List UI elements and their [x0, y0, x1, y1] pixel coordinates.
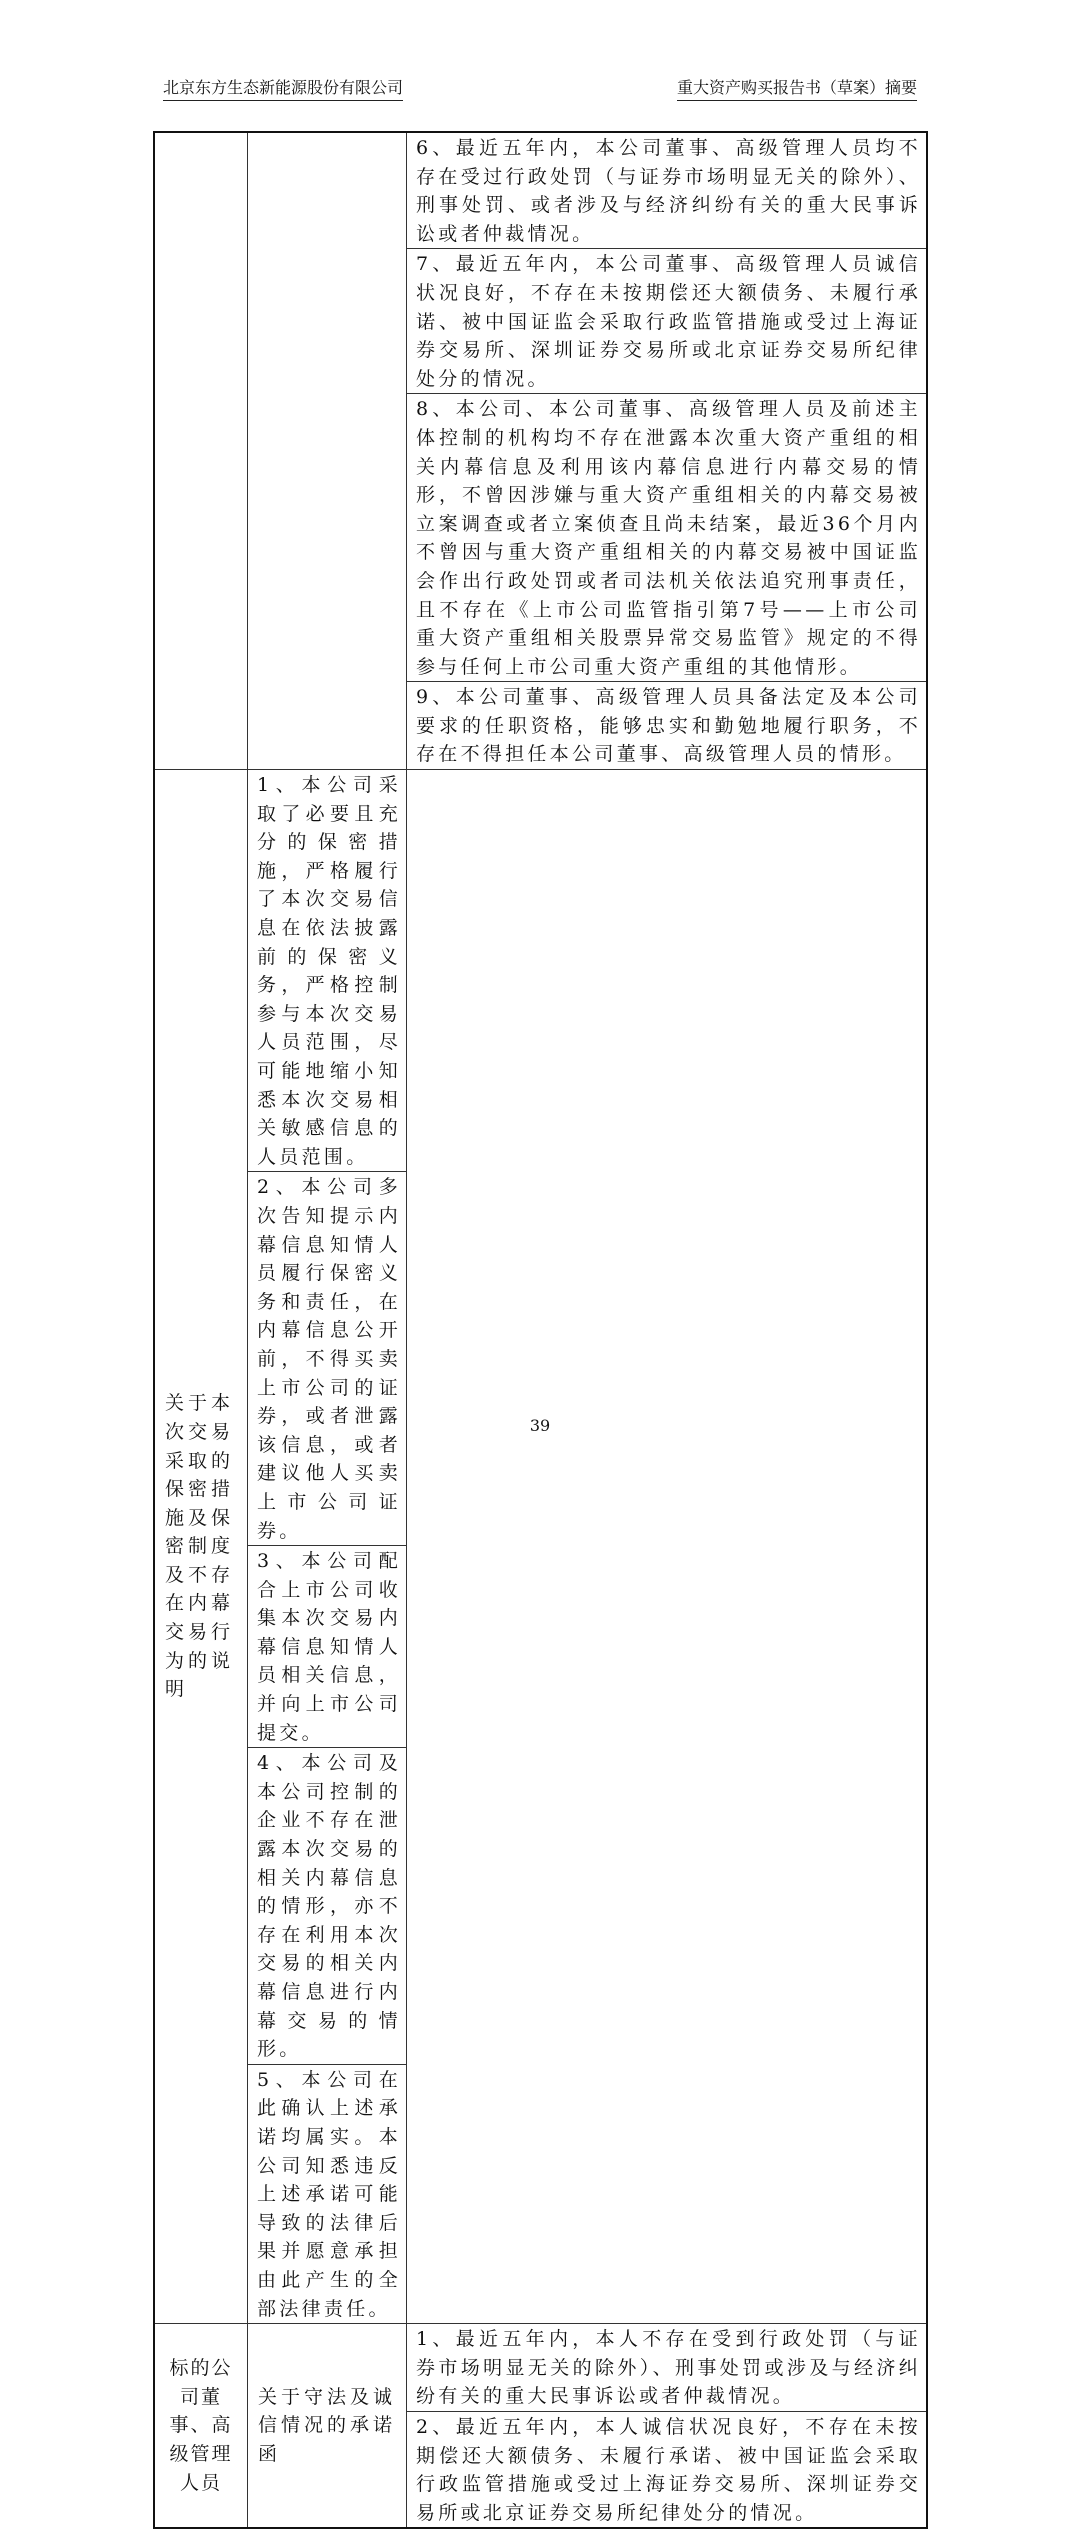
- topic-integrity-letter: 关于守法及诚信情况的承诺函: [248, 2324, 407, 2529]
- topic-confidentiality: 关于本次交易采取的保密措施及保密制度及不存在内幕交易行为的说明: [154, 770, 248, 2324]
- party-target-directors: 标的公司董事、高级管理人员: [154, 2324, 248, 2529]
- commitment-item: 2、最近五年内，本人诚信状况良好，不存在未按期偿还大额债务、未履行承诺、被中国证监会采取行政监管措施或受过上海证券交易所、深圳证券交易所或北京证券交易所纪律处分的情况。: [407, 2411, 928, 2528]
- commitment-item: 5、本公司在此确认上述承诺均属实。本公司知悉违反上述承诺可能导致的法律后果并愿意承担由此产生的全部法律责任。: [248, 2064, 407, 2323]
- commitment-item: 3、本公司配合上市公司收集本次交易内幕信息知情人员相关信息，并向上市公司提交。: [248, 1546, 407, 1748]
- party-cell-empty: [154, 132, 248, 770]
- page-number: 39: [529, 1416, 551, 1435]
- header-doc-title: 重大资产购买报告书（草案）摘要: [677, 78, 917, 101]
- commitment-item: 9、本公司董事、高级管理人员具备法定及本公司要求的任职资格，能够忠实和勤勉地履行职务，不存在不得担任本公司董事、高级管理人员的情形。: [407, 682, 928, 770]
- commitment-item: 2、本公司多次告知提示内幕信息知情人员履行保密义务和责任，在内幕信息公开前，不得买卖上市公司的证券，或者泄露该信息，或者建议他人买卖上市公司证券。: [248, 1172, 407, 1546]
- header-company: 北京东方生态新能源股份有限公司: [163, 78, 403, 101]
- commitment-item: 6、最近五年内，本公司董事、高级管理人员均不存在受过行政处罚（与证券市场明显无关的除外）、刑事处罚、或者涉及与经济纠纷有关的重大民事诉讼或者仲裁情况。: [407, 132, 928, 249]
- commitment-item: 1、最近五年内，本人不存在受到行政处罚（与证券市场明显无关的除外）、刑事处罚或涉及与经济纠纷有关的重大民事诉讼或者仲裁情况。: [407, 2324, 928, 2412]
- commitment-item: 7、最近五年内，本公司董事、高级管理人员诚信状况良好，不存在未按期偿还大额债务、未履行承诺、被中国证监会采取行政监管措施或受过上海证券交易所、深圳证券交易所或北京证券交易所纪律处分的情况。: [407, 249, 928, 394]
- commitment-item: 8、本公司、本公司董事、高级管理人员及前述主体控制的机构均不存在泄露本次重大资产重组的相关内幕信息及利用该内幕信息进行内幕交易的情形，不曾因涉嫌与重大资产重组相关的内幕交易被立案调查或者立案侦查且尚未结案，最近36个月内不曾因与重大资产重组相关的内幕交易被中国证监会作出行政处罚或者司法机关依法追究刑事责任，且不存在《上市公司监管指引第7号——上市公司重大资产重组相关股票异常交易监管》规定的不得参与任何上市公司重大资产重组的其他情形。: [407, 394, 928, 682]
- commitments-table: [153, 131, 928, 2529]
- commitment-item: 1、本公司采取了必要且充分的保密措施，严格履行了本次交易信息在依法披露前的保密义务，严格控制参与本次交易人员范围，尽可能地缩小知悉本次交易相关敏感信息的人员范围。: [248, 770, 407, 1172]
- commitment-item: 4、本公司及本公司控制的企业不存在泄露本次交易的相关内幕信息的情形，亦不存在利用本次交易的相关内幕信息进行内幕交易的情形。: [248, 1748, 407, 2065]
- topic-cell-empty: [248, 132, 407, 770]
